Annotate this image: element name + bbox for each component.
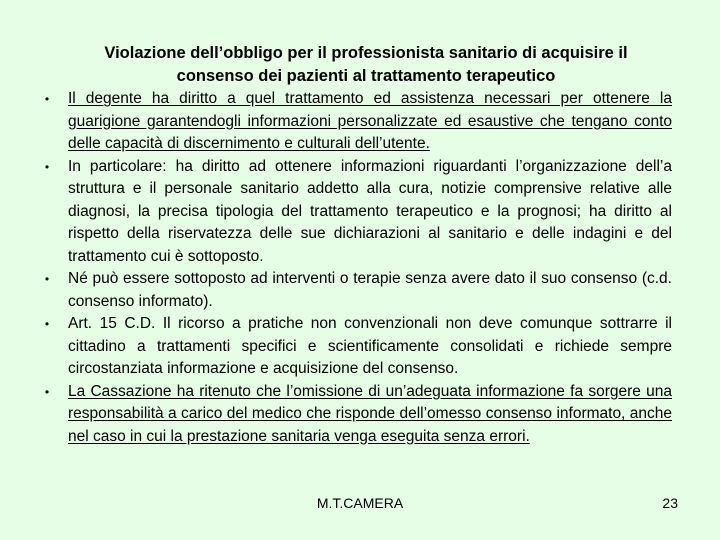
bullet-marker: • <box>44 92 50 106</box>
bullet-text: In particolare: ha diritto ad ottenere informazioni riguardanti l’organizzazione dell’a struttura e il personale sanitario addetto alla cura, notizie comprensive relative alle diagnosi, la precisa tipologia del trattamento terapeutico e la prognosi; ha diritto al rispetto della riservatezza delle sue dichiarazioni al sanitario e delle indagini e del trattamento cui è sottoposto. <box>68 157 672 265</box>
slide-title: Violazione dell’obbligo per il professionista sanitario di acquisire il consenso dei pazienti al trattamento terapeutico <box>104 44 628 85</box>
bullet-item <box>40 313 672 381</box>
bullet-item <box>40 268 672 313</box>
bullet-text: Il degente ha diritto a quel trattamento ed assistenza necessari per ottenere la guarigione garantendogli informazioni personalizzate ed esaustive che tengano conto delle capacità di discernimento e culturali dell’utente. <box>68 90 672 152</box>
bullet-marker: • <box>44 272 50 286</box>
bullet-item <box>40 88 672 156</box>
bullet-item <box>40 156 672 269</box>
bullet-marker: • <box>44 317 50 331</box>
bullet-marker: • <box>44 159 50 174</box>
footer-author: M.T.CAMERA <box>316 495 404 511</box>
page-number: 23 <box>662 495 678 511</box>
bullet-item <box>40 381 672 449</box>
bullet-list <box>40 88 672 448</box>
bullet-text: Né può essere sottoposto ad interventi o terapie senza avere dato il suo consenso (c.d. consenso informato). <box>68 270 672 310</box>
bullet-text: Art. 15 C.D. Il ricorso a pratiche non convenzionali non deve comunque sottrarre il cittadino a trattamenti specifici e scientificamente consolidati e richiede sempre circostanziata informazione e acquisizione del consenso. <box>68 315 672 377</box>
bullet-marker: • <box>44 384 50 399</box>
bullet-text: La Cassazione ha ritenuto che l’omissione di un’adeguata informazione fa sorgere una responsabilità a carico del medico che risponde dell’omesso consenso informato, anche nel caso in cui la prestazione sanitaria venga eseguita senza errori. <box>68 382 672 445</box>
